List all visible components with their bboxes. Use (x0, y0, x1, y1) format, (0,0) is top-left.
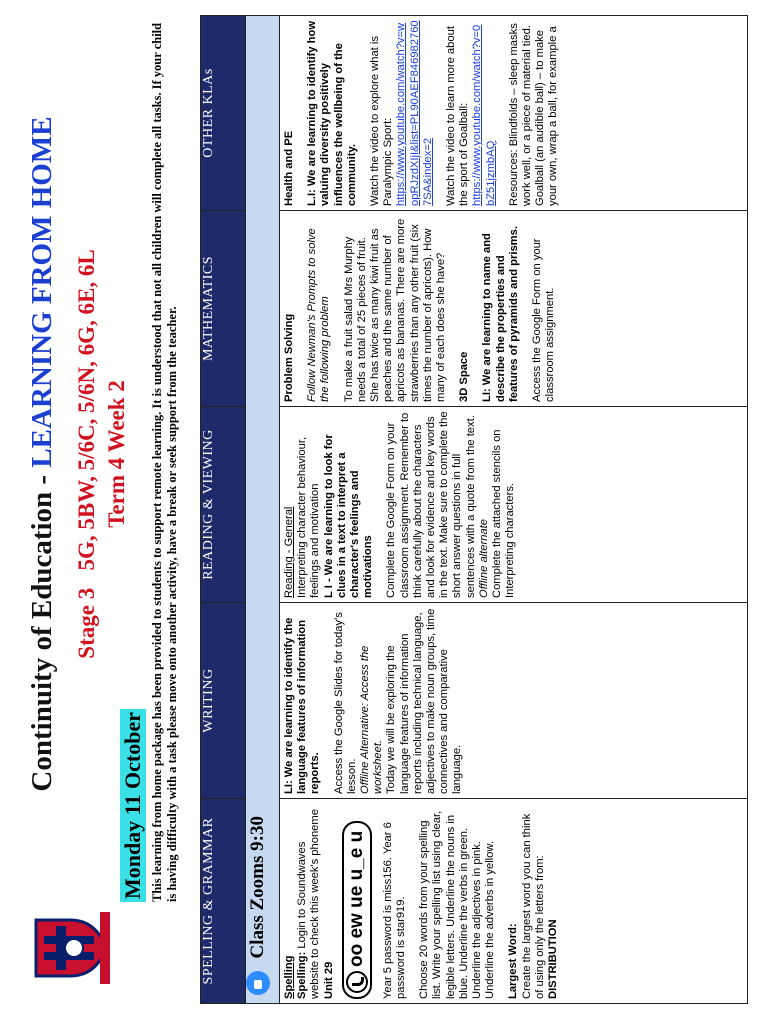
title-prefix: Continuity of Education - (26, 467, 58, 792)
writing-task: Today we will be exploring the language features of information reports including technical language, adjectives to make noun groups, time connectives and comparative language. (385, 608, 464, 794)
spelling-label: Spelling: (296, 951, 309, 999)
zoom-icon (246, 971, 270, 995)
col-header-spelling: SPELLING & GRAMMAR (201, 799, 246, 1004)
soundwaves-icon (346, 971, 368, 993)
col-header-writing: WRITING (201, 603, 246, 799)
spelling-instruction: Login to Soundwaves website to check this week's phoneme (296, 809, 322, 999)
writing-access: Access the Google Slides for today's lesson. (332, 612, 358, 794)
school-logo (30, 912, 110, 984)
intro-note: This learning from home package has been provided to students to support remote learning. It is understood that not all children will complete all tasks. If your child is having difficulty with a task please move onto another activity, have a break or seek support from the teacher. (150, 22, 179, 902)
reading-task: Complete the Google Form on your classroom assignment. Remember to think carefully about the characters and look for evidence and key words in the text. Make sure to complete the short answer questions in full sentences with a quote from the text. (385, 411, 477, 598)
zoom-banner (246, 16, 280, 1004)
reading-learning-intention: L I - We are learning to look for clues in a text to interpret a character's feelings and motivations (322, 434, 375, 598)
reading-offline: Complete the attached stencils on Interpreting characters. (491, 429, 517, 598)
lesson-date: Monday 11 October (120, 709, 146, 902)
maths-heading: Problem Solving (283, 313, 295, 402)
maths-space-heading: 3D Space (458, 351, 471, 402)
paralympic-video-link[interactable]: https://www.youtube.com/watch?v=wopRJzdXIjI&list=PL90AEF8469827607SA&index=2 (395, 20, 434, 206)
spelling-cell (280, 799, 748, 1004)
other-resources: Resources: Blindfolds – sleep masks work well, or a piece of material tied. Goalball (an audible ball) – to make your own, wrap a ball, for example a (507, 23, 560, 206)
zoom-label: Class Zooms 9:30 (247, 816, 268, 959)
maths-prompt: Follow Newman's Prompts to solve the following problem (306, 228, 332, 402)
reading-heading: Reading - General (283, 506, 295, 598)
col-header-maths: MATHEMATICS (201, 211, 246, 407)
largest-word-letters: DISTRIBUTION (547, 919, 560, 999)
goalball-video-link[interactable]: https://www.youtube.com/watch?v=0bZ51jzmbAQ (471, 24, 497, 206)
maths-learning-intention: LI: We are learning to name and describe the properties and features of pyramids and prisms. (481, 226, 520, 402)
phoneme-badge (342, 821, 372, 999)
reading-offline-label: Offline alternate (477, 519, 490, 598)
col-header-other: OTHER KLAs (201, 16, 246, 211)
reading-cell (280, 407, 748, 603)
spelling-task: Choose 20 words from your spelling list. Write your spelling list using clear, legible letters. Underline the nouns in blue. Underline the verbs in green. Underline the adjectives in pink. Underline the adverbs in yellow. (418, 810, 497, 999)
writing-offline: Offline Alternative: Access the worksheet. (359, 645, 385, 794)
other-watch-2: Watch the video to learn more about the sport of Goalball: (445, 26, 471, 206)
writing-cell (280, 603, 748, 799)
other-klas-cell (280, 16, 748, 211)
learning-grid (200, 15, 748, 1004)
writing-learning-intention: LI: We are learning to identify the language features of information reports. (283, 617, 322, 794)
spelling-heading: Spelling (283, 955, 295, 999)
spelling-passwords: Year 5 password is miss156. Year 6 password is star919. (381, 822, 408, 999)
maths-problem: To make a fruit salad Mrs Murphy needs a total of 25 pieces of fruit. She has twice as many kiwi fruit as peaches and the same number of apricots as bananas. There are more strawberries than any other fruit (six times the number of apricots). How many of each does she have? (342, 218, 448, 402)
largest-word-text: Create the largest word you can think of using only the letters from: (520, 813, 546, 999)
phoneme-list: oo ew ue u_e u (345, 830, 367, 967)
spelling-unit: Unit 29 (322, 961, 335, 999)
other-heading: Health and PE (283, 130, 295, 206)
zoom-row (246, 16, 280, 1004)
term-week: Term 4 Week 2 (104, 380, 129, 528)
column-header-row (201, 16, 246, 1004)
title-accent: LEARNING FROM HOME (26, 116, 58, 468)
page-title (26, 14, 59, 894)
maths-access: Access the Google Form on your classroom assignment. (531, 238, 557, 402)
other-watch-1: Watch the video to explore what is Paralympic Sport: (369, 36, 395, 206)
largest-word-heading: Largest Word: (507, 923, 520, 999)
class-list: Stage 3 5G, 5BW, 5/6C, 5/6N, 6G, 6E, 6L (74, 249, 99, 659)
maths-cell (280, 211, 748, 407)
col-header-reading: READING & VIEWING (201, 407, 246, 603)
reading-focus: Interpreting character behaviour, feelings and motivation (296, 436, 322, 598)
other-learning-intention: L.I: We are learning to identify how valuing diversity positively influences the wellbeing of the community. (306, 20, 358, 206)
content-row (280, 16, 748, 1004)
